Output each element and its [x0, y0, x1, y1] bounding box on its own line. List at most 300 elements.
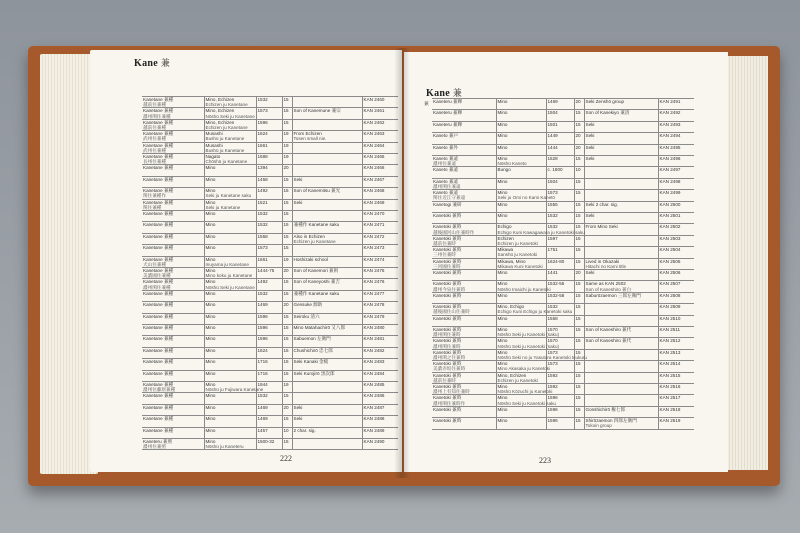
- entry-code: KAN 2476: [363, 279, 385, 285]
- entry-name: Kanetane 兼種: [143, 233, 174, 239]
- table-cell: [256, 427, 282, 438]
- table-cell: [496, 418, 546, 429]
- table-cell: [256, 131, 282, 142]
- table-cell: [584, 167, 658, 178]
- entry-grade: 15: [575, 372, 581, 378]
- table-cell: [204, 427, 256, 438]
- table-cell: [362, 370, 398, 381]
- entry-grade: 15: [575, 349, 581, 355]
- table-cell: [142, 211, 204, 222]
- table-cell: [292, 176, 362, 187]
- entry-date: 1532: [547, 212, 558, 218]
- entry-province: Mino: [497, 338, 508, 344]
- table-cell: [432, 304, 496, 315]
- table-row: [432, 258, 694, 269]
- entry-name: Kaneteru 兼輝: [433, 110, 463, 116]
- entry-inscription: Nōshū Kaneto: [497, 161, 527, 167]
- entry-note-extra: Tosen small nie.: [293, 136, 327, 142]
- entry-grade: 15: [283, 199, 289, 205]
- right-page: [404, 52, 728, 472]
- entry-code: KAN 2511: [659, 326, 681, 332]
- entry-code: KAN 2462: [363, 119, 385, 125]
- table-cell: [574, 110, 584, 121]
- entry-note-extra: Tokoin group: [585, 423, 612, 429]
- table-cell: [204, 256, 256, 267]
- entry-name: Kanetoki 兼時: [433, 418, 462, 424]
- table-cell: [546, 406, 574, 417]
- entry-name: Kanetoki 兼時: [433, 281, 462, 287]
- table-cell: [546, 235, 574, 246]
- table-cell: [204, 199, 256, 210]
- table-cell: [282, 302, 292, 313]
- table-cell: [574, 121, 584, 132]
- table-row: [142, 325, 398, 336]
- table-cell: [584, 338, 658, 349]
- entry-date: 1573: [257, 245, 268, 251]
- table-cell: [142, 142, 204, 153]
- entry-note: Same as KAN 2502: [585, 281, 626, 287]
- entry-grade: 20: [575, 269, 581, 275]
- entry-code: KAN 2474: [363, 256, 385, 262]
- table-cell: [362, 438, 398, 449]
- table-cell: [432, 395, 496, 406]
- right-header-kanji: 兼: [452, 89, 463, 99]
- entry-signature: 越前住兼種: [143, 125, 166, 131]
- table-cell: [256, 268, 282, 279]
- entry-note: Seki: [293, 416, 303, 422]
- entry-inscription: Echizen ju Kanetane: [205, 102, 248, 108]
- entry-code: KAN 2514: [659, 361, 681, 367]
- table-cell: [142, 438, 204, 449]
- table-cell: [432, 121, 496, 132]
- entry-province: Mino: [205, 370, 216, 376]
- table-row: [432, 224, 694, 235]
- table-cell: [282, 211, 292, 222]
- table-cell: [292, 302, 362, 313]
- table-cell: [142, 108, 204, 119]
- table-row: [142, 188, 398, 199]
- entry-province: Mino: [497, 383, 508, 389]
- entry-date: 1570: [547, 338, 558, 344]
- table-cell: [292, 290, 362, 301]
- entry-name: Kanetane 兼種: [143, 279, 174, 285]
- entry-note: Son of Kaneshiro 兼代: [585, 338, 632, 344]
- table-cell: [292, 438, 362, 449]
- entry-signature: 犬山住兼種: [143, 261, 166, 267]
- table-cell: [142, 233, 204, 244]
- entry-code: KAN 2482: [363, 347, 385, 353]
- table-cell: [292, 233, 362, 244]
- entry-code: KAN 2515: [659, 372, 681, 378]
- entry-province: Mino: [497, 121, 508, 127]
- table-cell: [362, 416, 398, 427]
- table-cell: [658, 361, 694, 372]
- entry-grade: 15: [283, 325, 289, 330]
- entry-name: Kanetane 兼種: [143, 154, 174, 160]
- table-cell: [282, 256, 292, 267]
- table-cell: [142, 416, 204, 427]
- table-cell: [584, 212, 658, 223]
- entry-province: Bungo: [497, 167, 511, 173]
- table-cell: [282, 154, 292, 165]
- table-cell: [362, 404, 398, 415]
- table-cell: [574, 361, 584, 372]
- entry-grade: 15: [283, 233, 289, 239]
- right-ledger-table: [432, 98, 694, 430]
- table-cell: [282, 381, 292, 392]
- entry-grade: 15: [575, 338, 581, 344]
- table-row: [142, 268, 398, 279]
- table-cell: [142, 325, 204, 336]
- entry-signature: 越前住兼時: [433, 377, 456, 383]
- table-row: [142, 165, 398, 176]
- entry-province: Mino: [497, 281, 508, 287]
- entry-date: 1458: [257, 176, 268, 182]
- table-cell: [204, 222, 256, 233]
- table-cell: [432, 190, 496, 201]
- table-cell: [282, 142, 292, 153]
- table-row: [432, 395, 694, 406]
- entry-inscription: Inuyama ju Kanetane: [205, 261, 249, 267]
- table-row: [142, 199, 398, 210]
- table-row: [142, 154, 398, 165]
- entry-province: Mino: [205, 268, 216, 274]
- entry-date: 1624-80: [547, 258, 565, 264]
- entry-signature: 武州住兼種: [143, 147, 166, 153]
- table-cell: [432, 281, 496, 292]
- table-cell: [496, 281, 551, 292]
- table-cell: [256, 393, 282, 404]
- entry-grade: 15: [283, 211, 289, 217]
- entry-code: KAN 2471: [363, 222, 385, 228]
- table-cell: [204, 154, 256, 165]
- table-cell: [584, 99, 658, 110]
- entry-code: KAN 2477: [363, 290, 385, 296]
- table-cell: [574, 383, 584, 394]
- entry-note-extra: Echizen ju Kanetane: [293, 239, 336, 245]
- table-cell: [142, 165, 204, 176]
- table-cell: [432, 247, 496, 258]
- entry-grade: 15: [575, 326, 581, 332]
- entry-inscription: Nōshū Kōzuchi ju Kanetoki: [497, 389, 553, 395]
- entry-date: 1469: [257, 416, 268, 422]
- table-cell: [292, 256, 362, 267]
- table-cell: [282, 233, 292, 244]
- table-cell: [584, 235, 658, 246]
- table-cell: [496, 121, 546, 132]
- table-cell: [282, 416, 292, 427]
- table-row: [432, 247, 694, 258]
- table-cell: [204, 404, 256, 415]
- table-row: [432, 372, 694, 383]
- table-cell: [432, 383, 496, 394]
- entry-inscription: Nōshū Seki no ju Yasutora Kanetoki tsukuru: [497, 354, 587, 360]
- entry-code: KAN 2490: [363, 438, 385, 444]
- table-cell: [142, 347, 204, 358]
- entry-grade: 19: [283, 131, 289, 137]
- table-row: [432, 326, 694, 337]
- table-cell: [282, 313, 292, 324]
- table-cell: [546, 269, 574, 280]
- table-cell: [432, 326, 496, 337]
- table-cell: [292, 188, 362, 199]
- entry-code: KAN 2469: [363, 199, 385, 205]
- right-page-number: 223: [539, 456, 551, 465]
- table-cell: [584, 281, 658, 292]
- left-page-header: [134, 56, 170, 69]
- table-cell: [496, 361, 551, 372]
- table-cell: [256, 370, 282, 381]
- table-cell: [204, 188, 256, 199]
- entry-code: KAN 2517: [659, 395, 681, 401]
- table-cell: [292, 416, 362, 427]
- table-cell: [204, 279, 256, 290]
- entry-signature: 濃州関住兼種: [143, 113, 171, 119]
- table-cell: [204, 325, 256, 336]
- entry-signature: 濃州関住兼時: [433, 343, 461, 349]
- entry-code: KAN 2465: [363, 154, 385, 160]
- entry-grade: 19: [283, 154, 289, 160]
- entry-grade: 15: [575, 235, 581, 241]
- entry-note: Son of Kanemori 兼則: [293, 268, 339, 274]
- table-cell: [584, 292, 658, 303]
- entry-province: Mino: [497, 190, 508, 196]
- entry-code: KAN 2472: [363, 233, 385, 239]
- entry-date: 1532-55: [547, 281, 565, 287]
- table-cell: [362, 131, 398, 142]
- table-cell: [658, 99, 694, 110]
- table-cell: [256, 313, 282, 324]
- entry-inscription: Seki ju Omi no Kami Kanetō: [497, 195, 555, 201]
- entry-name: Kanetane 兼種: [143, 256, 174, 262]
- entry-inscription: Mikawa Kuni Kanetoki: [497, 263, 543, 269]
- table-cell: [574, 99, 584, 110]
- entry-province: Mino: [497, 349, 508, 355]
- table-row: [142, 370, 398, 381]
- entry-grade: 15: [283, 108, 289, 114]
- table-cell: [496, 133, 546, 144]
- entry-code: KAN 2478: [363, 302, 385, 308]
- table-cell: [142, 393, 204, 404]
- table-cell: [574, 406, 584, 417]
- table-cell: [256, 416, 282, 427]
- table-cell: [292, 393, 362, 404]
- entry-name: Kaneteru 兼輝: [433, 121, 463, 127]
- entry-code: KAN 2470: [363, 211, 385, 217]
- table-cell: [204, 359, 256, 370]
- entry-signature: 濃州住藤原兼種: [143, 387, 176, 393]
- entry-signature: 関住近江守兼遠: [433, 195, 466, 201]
- table-cell: [574, 178, 584, 189]
- entry-signature: 美濃國住兼種: [143, 273, 171, 279]
- table-cell: [362, 290, 398, 301]
- table-cell: [142, 256, 204, 267]
- entry-grade: 15: [575, 292, 581, 298]
- entry-name: Kanetane 兼種: [143, 404, 174, 410]
- entry-province: Mino, Echizen: [497, 372, 527, 378]
- table-cell: [256, 97, 282, 108]
- entry-province: Mino: [497, 315, 508, 321]
- entry-province: Mino: [205, 438, 216, 444]
- table-cell: [282, 427, 292, 438]
- entry-name: Kanetoki 兼時: [433, 372, 462, 378]
- entry-province: Mino: [497, 178, 508, 184]
- entry-province: Mino: [205, 188, 216, 194]
- table-cell: [496, 315, 546, 326]
- entry-date: 1573: [547, 349, 558, 355]
- table-cell: [282, 347, 292, 358]
- table-cell: [292, 268, 362, 279]
- entry-province: Mino: [205, 359, 216, 365]
- entry-signature: 関住兼種作: [143, 193, 166, 199]
- table-cell: [658, 235, 694, 246]
- entry-date: 1624: [257, 131, 268, 137]
- table-cell: [256, 233, 282, 244]
- table-cell: [658, 269, 694, 280]
- entry-name: Kanetane 兼種: [143, 325, 174, 330]
- entry-date: 1596: [257, 336, 268, 342]
- entry-name: Kanetane 兼種: [143, 268, 174, 274]
- table-cell: [496, 178, 546, 189]
- entry-province: Mino: [497, 133, 508, 139]
- entry-code: KAN 2461: [363, 108, 385, 114]
- entry-date: 1500-32: [257, 438, 275, 444]
- table-cell: [362, 336, 398, 347]
- entry-grade: 19: [283, 256, 289, 262]
- table-cell: [658, 133, 694, 144]
- entry-note: Saburōzaemon 三郎左衛門: [585, 292, 641, 298]
- entry-code: KAN 2503: [659, 235, 681, 241]
- table-cell: [256, 165, 282, 176]
- table-row: [432, 144, 694, 155]
- table-row: [142, 279, 398, 290]
- table-cell: [256, 438, 282, 449]
- entry-name: Kanetane 兼種: [143, 290, 174, 296]
- entry-date: 1469: [257, 302, 268, 308]
- entry-province: Mino: [205, 336, 216, 342]
- table-cell: [496, 155, 546, 166]
- entry-name: Kanetoki 兼時: [433, 326, 462, 332]
- table-cell: [256, 404, 282, 415]
- table-row: [432, 155, 694, 166]
- entry-date: 1558: [547, 315, 558, 321]
- entry-name: Kanetane 兼種: [143, 199, 174, 205]
- table-cell: [546, 315, 574, 326]
- entry-note: Son of Kanemune 兼宗: [293, 108, 341, 114]
- table-cell: [658, 315, 694, 326]
- entry-code: KAN 2481: [363, 336, 385, 342]
- table-cell: [142, 119, 204, 130]
- entry-inscription: Chōshū ju Kanetane: [205, 159, 248, 165]
- table-cell: [142, 188, 204, 199]
- entry-name: Kanetane 兼種: [143, 427, 174, 433]
- table-cell: [584, 315, 658, 326]
- table-cell: [432, 338, 496, 349]
- table-cell: [496, 292, 546, 303]
- table-cell: [574, 372, 584, 383]
- table-cell: [496, 167, 546, 178]
- table-row: [142, 438, 398, 449]
- table-cell: [362, 199, 398, 210]
- entry-province: Mino: [205, 393, 216, 399]
- entry-province: Mino: [497, 326, 508, 332]
- table-cell: [282, 199, 292, 210]
- table-cell: [496, 110, 546, 121]
- entry-inscription: Nōshū ju Fujiwara Kanetane: [205, 387, 264, 393]
- entry-note: From Echizen: [293, 131, 322, 137]
- entry-grade: 15: [575, 361, 581, 367]
- table-cell: [432, 372, 496, 383]
- table-cell: [256, 302, 282, 313]
- table-row: [142, 393, 398, 404]
- entry-province: Mino, Echizen: [205, 97, 235, 102]
- entry-grade: 15: [283, 188, 289, 194]
- entry-note: 兼種作 Kanetane saku: [293, 290, 340, 296]
- table-cell: [584, 178, 658, 189]
- table-cell: [142, 131, 204, 142]
- table-cell: [292, 108, 362, 119]
- table-cell: [546, 418, 574, 429]
- entry-code: KAN 2493: [659, 121, 681, 127]
- entry-province: Mino: [205, 416, 216, 422]
- entry-note: 2 char. sig.: [293, 427, 316, 433]
- table-cell: [282, 359, 292, 370]
- table-cell: [292, 97, 362, 108]
- entry-inscription: Bushū ju Kanetane: [205, 136, 245, 142]
- entry-code: KAN 2486: [363, 393, 385, 399]
- table-cell: [658, 395, 694, 406]
- table-cell: [142, 154, 204, 165]
- entry-date: 1441: [547, 269, 558, 275]
- table-cell: [204, 370, 256, 381]
- table-cell: [546, 99, 574, 110]
- table-cell: [432, 133, 496, 144]
- entry-province: Mino: [497, 418, 508, 424]
- entry-date: 1469: [547, 99, 558, 104]
- entry-inscription: Echizen ju Kanetane: [205, 125, 248, 131]
- table-cell: [362, 313, 398, 324]
- entry-date: 1592: [547, 372, 558, 378]
- table-cell: [362, 381, 398, 392]
- entry-province: Mino: [205, 199, 216, 205]
- entry-signature: 越後國住山住兼時: [433, 309, 470, 315]
- entry-signature: 濃州上有知住兼時: [433, 389, 470, 395]
- table-row: [142, 222, 398, 233]
- table-cell: [256, 176, 282, 187]
- entry-signature: 長州住兼種: [143, 159, 166, 165]
- table-cell: [142, 290, 204, 301]
- entry-inscription: Mino koku ju Kanetane: [205, 273, 253, 279]
- entry-date: 1597: [547, 235, 558, 241]
- entry-note: Seki: [585, 155, 595, 161]
- entry-date: 1596: [547, 406, 558, 412]
- table-cell: [658, 349, 694, 360]
- table-cell: [574, 269, 584, 280]
- table-cell: [256, 199, 282, 210]
- table-cell: [204, 438, 256, 449]
- entry-code: KAN 2502: [659, 224, 681, 230]
- entry-name: Kanetane 兼種: [143, 370, 174, 376]
- table-cell: [292, 142, 362, 153]
- entry-code: KAN 2485: [363, 381, 385, 387]
- table-cell: [584, 190, 658, 201]
- book-spine-shadow: [394, 48, 410, 478]
- entry-name: Kanetoki 兼時: [433, 361, 462, 367]
- entry-note: Seki: [585, 212, 595, 218]
- table-cell: [574, 281, 584, 292]
- table-cell: [362, 211, 398, 222]
- table-cell: [204, 131, 256, 142]
